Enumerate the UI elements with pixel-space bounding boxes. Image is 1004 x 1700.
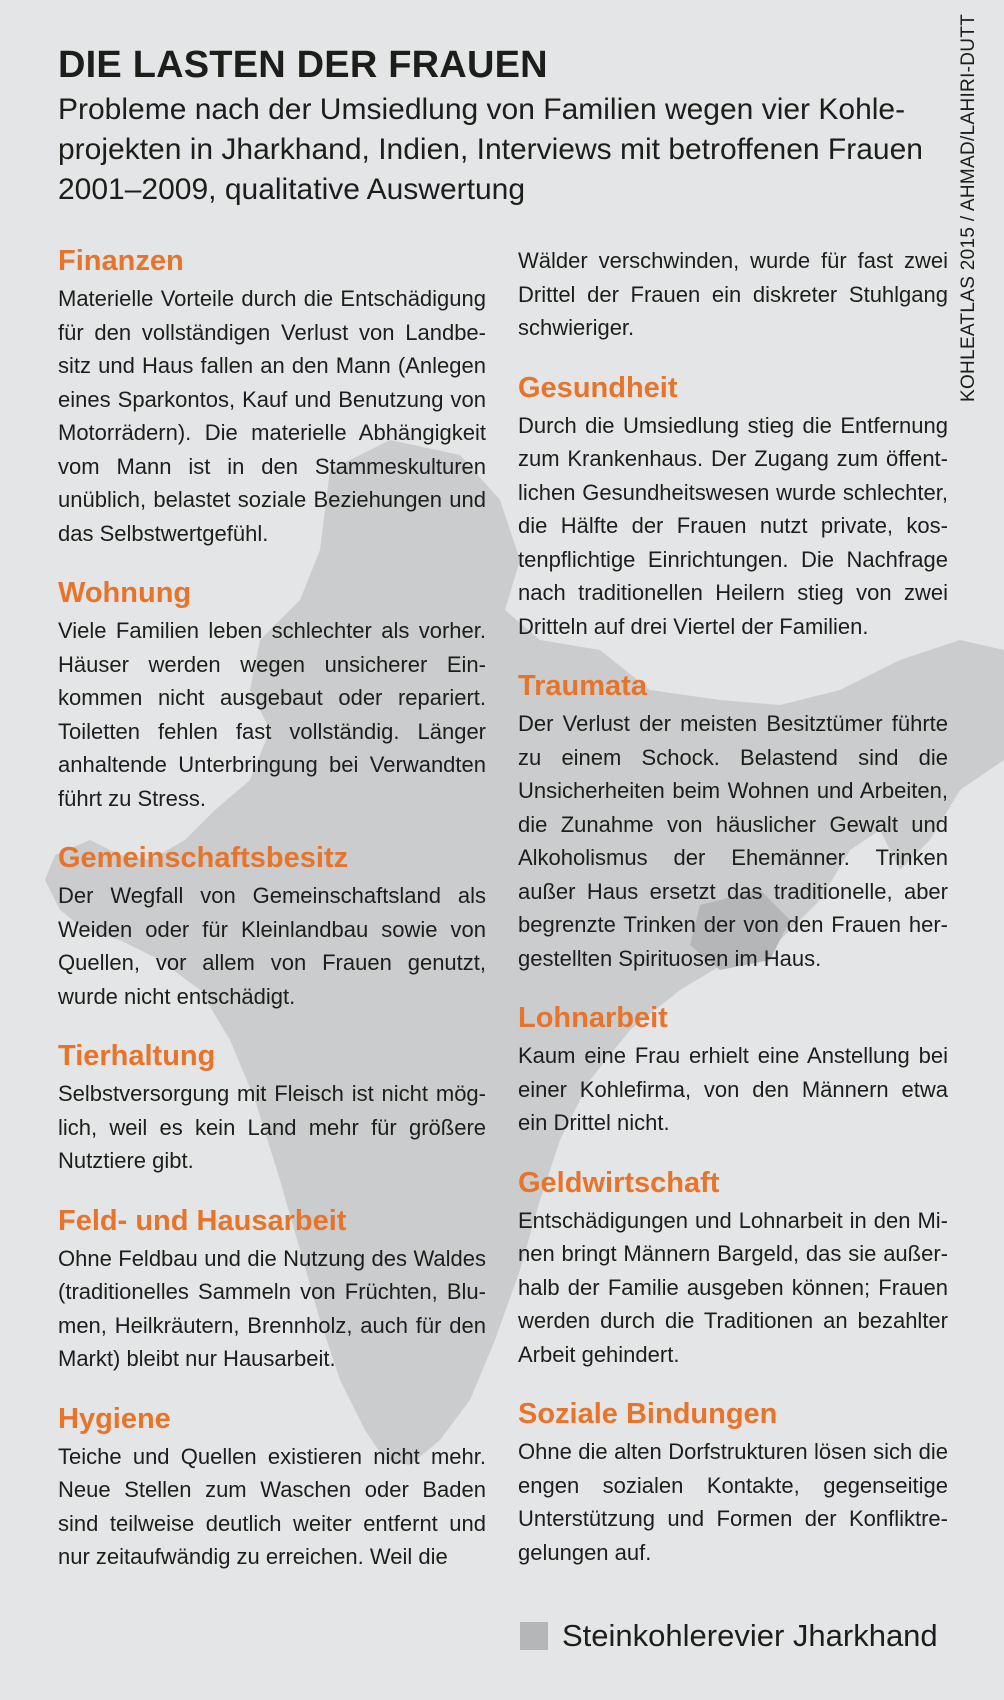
section-heading: Geldwirtschaft [518,1166,720,1199]
page-subtitle: Probleme nach der Umsiedlung von Familien wegen vier Kohleprojekten in Jharkhand, Indien, Interviews mit betroffenen Frauen 2001–2009, qualitative Auswertung [58,93,923,206]
page-title: DIE LASTEN DER FRAUEN [58,44,548,86]
section-text: Kaum eine Frau erhielt eine Anstellung bei einer Kohlefirma, von den Männern etwa ein Drittel nicht. [518,1043,948,1135]
section-text: Viele Familien leben schlechter als vorher. Häuser werden wegen unsicherer Einkommen nicht ausgebaut oder repariert. Toiletten fehlen fast vollständig. Länger anhaltende Unterbringung bei Verwandten führt zu Stress. [58,618,486,811]
section-heading: Traumata [518,670,647,702]
section-text: Materielle Vorteile durch die Entschädigung für den vollständigen Verlust von Landbesitz und Haus fallen an den Mann (Anlegen eines Sparkontos, Kauf und Benutzung von Motorrädern). Die materielle Abhängigkeit vom Mann ist in den Stammeskulturen unüblich, belastet soziale Beziehungen und das Selbstwertgefühl. [58,286,486,546]
section-tierhaltung [58,1039,486,1178]
section-soziale-bindungen [518,1397,948,1569]
section-heading: Tierhaltung [58,1040,216,1072]
section-gesundheit [518,371,948,644]
section-traumata [518,669,948,975]
source-credit: KOHLEATLAS 2015 / AHMAD/LAHIRI-DUTT [958,13,979,402]
section-gemeinschaftsbesitz [58,841,486,1013]
section-heading: Hygiene [58,1402,171,1435]
section-heading: Lohnarbeit [518,1002,668,1034]
section-heading: Gesundheit [518,371,678,404]
section-heading: Feld- und Hausarbeit [58,1204,347,1237]
section-text: Entschädigungen und Lohnarbeit in den Minen bringt Männern Bargeld, das sie außerhalb der Familie ausgeben können; Frauen werden durch die Traditionen an bezahlter Arbeit gehindert. [518,1207,948,1367]
section-text: Ohne Feldbau und die Nutzung des Waldes (traditionelles Sammeln von Früchten, Blumen, Heilkräutern, Brennholz, auch für den Markt) bleibt nur Hausarbeit. [58,1245,486,1371]
section-text: Der Wegfall von Gemeinschaftsland als Weiden oder für Kleinlandbau sowie von Quellen, vor allem von Frauen genutzt, wurde nicht entschädigt. [58,883,486,1009]
section-wohnung [58,576,486,815]
left-column [58,244,486,1600]
section-feld-hausarbeit [58,1204,486,1376]
legend-swatch [520,1622,548,1650]
section-heading: Soziale Bindungen [518,1398,778,1430]
section-text: Teiche und Quellen existieren nicht mehr. Neue Stellen zum Waschen oder Baden sind teilweise deutlich weiter entfernt und nur zeitaufwändig zu erreichen. Weil die [58,1443,486,1569]
right-column [518,244,948,1595]
section-text: Wälder verschwinden, wurde für fast zwei Drittel der Frauen ein diskreter Stuhlgang schwieriger. [518,248,948,340]
section-text: Ohne die alten Dorfstrukturen lösen sich die engen sozialen Kontakte, gegenseitige Unterstützung und Formen der Konfliktregelungen auf. [518,1439,948,1565]
section-hygiene [58,1402,486,1574]
section-geldwirtschaft [518,1166,948,1372]
section-text: Der Verlust der meisten Besitztümer führte zu einem Schock. Belastend sind die Unsicherheiten beim Wohnen und Arbeiten, die Zunahme von häuslicher Gewalt und Alkoholismus der Ehemänner. Trinken außer Haus ersetzt das traditionelle, aber begrenzte Trinken der von den Frauen hergestellten Spirituosen im Haus. [518,711,948,971]
section-hygiene-continued [518,244,948,345]
section-finanzen [58,244,486,550]
legend-label: Steinkohlerevier Jharkhand [562,1618,938,1653]
section-lohnarbeit [518,1001,948,1140]
section-heading: Wohnung [58,577,192,609]
section-heading: Gemeinschaftsbesitz [58,842,349,874]
section-text: Selbstversorgung mit Fleisch ist nicht möglich, weil es kein Land mehr für größere Nutztiere gibt. [58,1081,486,1173]
section-text: Durch die Umsiedlung stieg die Entfernung zum Krankenhaus. Der Zugang zum öffentlichen Gesundheitswesen wurde schlechter, die Hälfte der Frauen nutzt private, kostenpflichtige Einrichtungen. Die Nachfrage nach traditionellen Heilern stieg von zwei Dritteln auf drei Viertel der Familien. [518,412,948,639]
map-legend [520,1618,938,1654]
section-heading: Finanzen [58,245,184,277]
